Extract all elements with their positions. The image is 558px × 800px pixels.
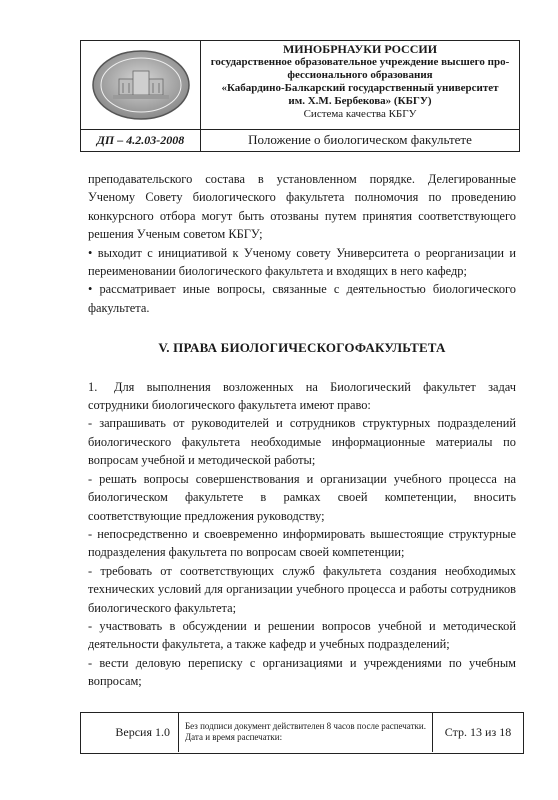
- document-body: [88, 170, 516, 691]
- right-3: - непосредственно и своевременно информировать вышестоящие структурные подразделения факультета по вопросам своей компетенции;: [88, 526, 516, 560]
- paragraph-1: преподавательского состава в установленном порядке. Делегированные Ученому Совету биологического факультета полномочия по проведению конкурсного отбора могут быть отозваны путем принятия соответствующего решения Ученым советом КБГУ;: [88, 172, 516, 242]
- right-1: - запрашивать от руководителей и сотрудников структурных подразделений биологического факультета необходимые информационные материалы по вопросам учебной и методической работы;: [88, 416, 516, 468]
- document-title: Положение о биологическом факультете: [201, 129, 519, 151]
- item-number: 1.: [88, 379, 98, 394]
- paragraph-3: • рассматривает иные вопросы, связанные с деятельностью биологического факультета.: [88, 282, 516, 315]
- org-line-3: «Кабардино-Балкарский государственный университет: [221, 82, 499, 94]
- university-seal-icon: [89, 47, 193, 123]
- document-footer: [80, 712, 524, 754]
- org-line-1: государственное образовательное учреждение высшего про-: [210, 56, 510, 68]
- right-2: - решать вопросы совершенствования и организации учебного процесса на биологическом факультете в рамках своей компетенции, вносить соответствующие предложения руководству;: [88, 471, 516, 523]
- print-note: [179, 713, 433, 752]
- print-note-line-1: Без подписи документ действителен 8 часов после распечатки.: [185, 721, 426, 731]
- document-code: ДП – 4.2.03-2008: [81, 129, 201, 151]
- ministry-name: МИНОБРНАУКИ РОССИИ: [282, 42, 438, 56]
- item-text: Для выполнения возложенных на Биологический факультет задач сотрудники биологического факультета имеют право:: [88, 379, 516, 413]
- paragraph-2: • выходит с инициативой к Ученому совету Университета о реорганизации и переименовании биологического факультета и входящих в него кафедр;: [88, 245, 516, 279]
- organization-block: [201, 41, 519, 129]
- section-title: V. ПРАВА БИОЛОГИЧЕСКОГОФАКУЛЬТЕТА: [158, 340, 446, 356]
- right-6: - вести деловую переписку с организациями и учреждениями по учебным вопросам;: [88, 655, 516, 689]
- print-note-line-2: Дата и время распечатки:: [185, 732, 283, 742]
- org-line-2: фессионального образования: [287, 69, 433, 81]
- page-number: Стр. 13 из 18: [444, 725, 512, 739]
- version-label: Версия 1.0: [81, 713, 179, 752]
- org-line-4: им. Х.М. Бербекова» (КБГУ): [288, 95, 432, 107]
- numbered-item: [88, 378, 516, 415]
- quality-system: Система качества КБГУ: [303, 108, 417, 120]
- document-header: [80, 40, 520, 152]
- right-5: - участвовать в обсуждении и решении вопросов учебной и методической деятельности факультета, а также кафедр и учебных подразделений;: [88, 618, 516, 652]
- right-4: - требовать от соответствующих служб факультета создания необходимых технических условий для организации учебного процесса и работы сотрудников биологического факультета;: [88, 563, 516, 615]
- university-logo: [81, 41, 201, 129]
